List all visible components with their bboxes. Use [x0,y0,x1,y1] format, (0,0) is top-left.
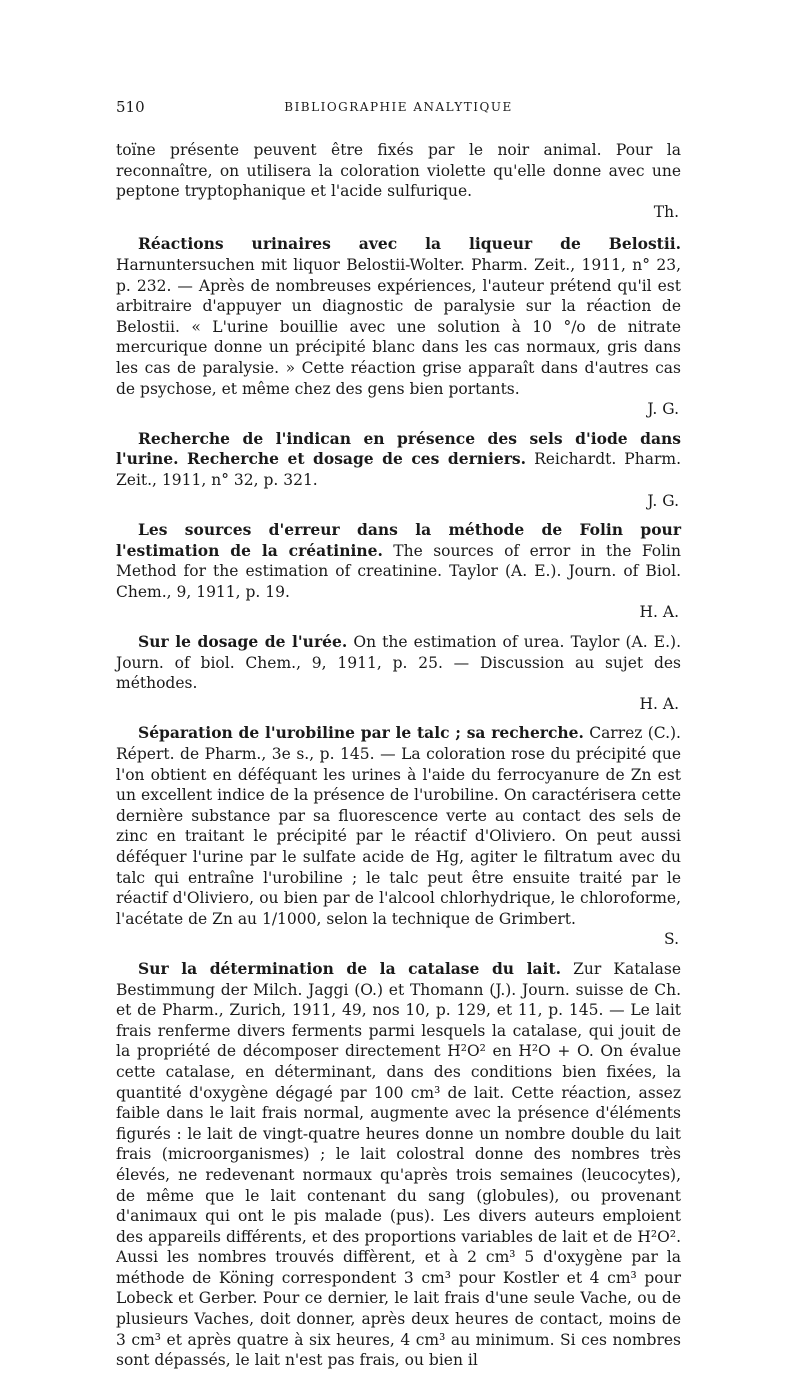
entry-continuation [116,140,681,222]
entry-body: toïne présente peuvent être fixés par le noir animal. Pour la reconnaître, on utilisera la coloration violette qu'elle donne avec une peptone tryptophanique et l'acide sulfurique. [116,141,681,201]
entry-title: Séparation de l'urobiline par le talc ; sa recherche. [138,723,584,743]
entry-title: Sur la détermination de la catalase du lait. [138,958,561,978]
entry-body: The sources of error in the Folin Method for the estimation of creatinine. Taylor (A. E.). Journ. of Biol. Chem., 9, 1911, p. 19. [116,541,681,601]
entry-title: Sur le dosage de l'urée. [138,632,348,652]
entry-body: Zur Katalase Bestimmung der Milch. Jaggi (O.) et Thomann (J.). Journ. suisse de Ch. et de Pharm., Zurich, 1911, 49, nos 10, p. 129, et 11, p. 145. — Le lait frais renferme divers ferments parmi lesquels la catalase, qui jouit de la propriété de décomposer directement H²O² en H²O + O. On évalue cette catalase, en déterminant, dans des conditions bien fixées, la quantité d'oxygène dégagé par 100 cm³ de lait. Cette réaction, assez faible dans le lait frais normal, augmente avec la présence d'éléments figurés : le lait de vingt-quatre heures donne un nombre double du lait frais (microorganismes) ; le lait colostral donne des nombres très élevés, ne redevenant normaux qu'après trois semaines (leucocytes), de même que le lait contenant du sang (globules), ou provenant d'animaux qui ont le pis malade (pus). Les divers auteurs emploient des appareils différents, et des proportions variables de lait et de H²O². Aussi les nombres trouvés diffèrent, et à 2 cm³ 5 d'oxygène par la méthode de Köning correspondent 3 cm³ pour Kostler et 4 cm³ pour Lobeck et Gerber. Pour ce dernier, le lait frais d'une seule Vache, ou de plusieurs Vaches, doit donner, après deux heures de contact, moins de 3 cm³ et après quatre à six heures, 4 cm³ au minimum. Si ces nombres sont dépassés, le lait n'est pas frais, ou bien il [116,959,681,1370]
entry-title: Les sources d'erreur dans la méthode de Folin pour l'estimation de la créatinine. [116,520,681,560]
page [116,98,681,1380]
entry-urobiline [116,723,681,950]
entry-body: Reichardt. Pharm. Zeit., 1911, n° 32, p. 321. [116,450,681,489]
entry-belostii [116,234,681,419]
entry-initials: Th. [653,202,679,221]
entry-indican [116,429,681,511]
entry-catalase [116,959,681,1371]
entry-body: On the estimation of urea. Taylor (A. E.). Journ. of biol. Chem., 9, 1911, p. 25. — Discussion au sujet des méthodes. [116,633,682,693]
entry-initials: J. G. [647,400,679,419]
running-title: BIBLIOGRAPHIE ANALYTIQUE [284,100,513,114]
entry-title: Réactions urinaires avec la liqueur de Belostii. [138,234,681,254]
entry-initials: J. G. [647,491,679,510]
entry-initials: S. [664,930,679,949]
entry-body: Harnuntersuchen mit liquor Belostii-Wolter. Pharm. Zeit., 1911, n° 23, p. 232. — Après de nombreuses expériences, l'auteur prétend qu'il est arbitraire d'appuyer un diagnostic de paralysie sur la réaction de Belostii. « L'urine bouillie avec une solution à 10 °/o de nitrate mercurique donne un précipité blanc dans les cas normaux, gris dans les cas de paralysie. » Cette réaction grise apparaît dans d'autres cas de psychose, et même chez des gens bien portants. [116,255,681,398]
entry-initials: H. A. [639,603,679,622]
page-header [116,98,681,122]
entry-initials: H. A. [639,694,679,713]
entry-folin [116,520,681,623]
page-number: 510 [116,98,145,116]
entry-title: Recherche de l'indican en présence des sels d'iode dans l'urine. Recherche et dosage de ces derniers. [116,428,681,469]
entry-body: Carrez (C.). Répert. de Pharm., 3e s., p. 145. — La coloration rose du précipité que l'on obtient en déféquant les urines à l'aide du ferrocyanure de Zn est un excellent indice de la présence de l'urobiline. On caractérisera cette dernière substance par sa fluorescence verte au contact des sels de zinc en traitant le précipité par le réactif d'Oliviero. On peut aussi déféquer l'urine par le sulfate acide de Hg, agiter le filtratum avec du talc qui entraîne l'urobiline ; le talc peut être ensuite traité par le réactif d'Oliviero, ou bien par de l'alcool chlorhydrique, le chloroforme, l'acétate de Zn au 1/1000, selon la technique de Grimbert. [116,724,681,928]
entry-uree [116,632,681,714]
